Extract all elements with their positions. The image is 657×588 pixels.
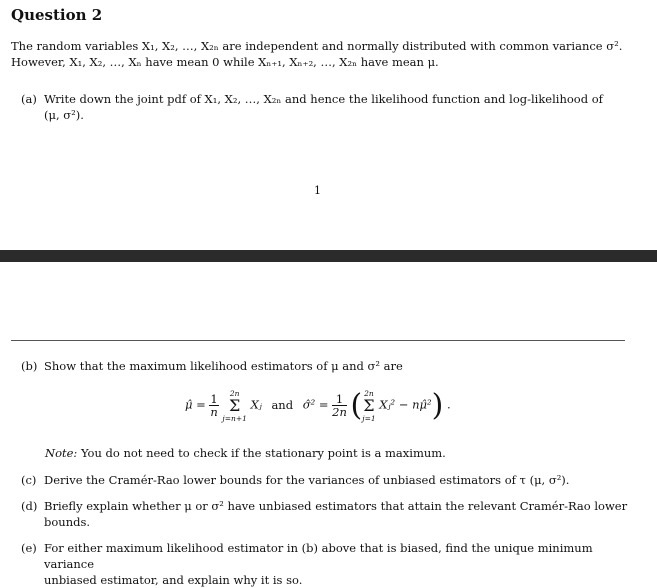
frac1-numerator: 1 bbox=[210, 392, 218, 406]
sum-j-1 bbox=[362, 389, 375, 423]
frac2-numerator: 1 bbox=[332, 393, 347, 406]
sum1-upper: 2n bbox=[229, 388, 240, 398]
sum2-lower: j=1 bbox=[362, 413, 376, 423]
frac1-denominator: n bbox=[210, 405, 218, 419]
part-e-line-1: For either maximum likelihood estimator in (b) above that is biased, find the unique minimum variance bbox=[44, 541, 593, 571]
part-d-line-1: Briefly explain whether μ or σ² have unbiased estimators that attain the relevant Cramér-Rao lower bbox=[44, 499, 628, 513]
part-a bbox=[21, 91, 631, 125]
sigma-icon: Σ bbox=[229, 395, 241, 415]
sum-j-n-plus-1 bbox=[222, 389, 247, 423]
fraction-one-over-n bbox=[209, 393, 218, 418]
sum2-upper: 2n bbox=[364, 388, 374, 398]
part-a-line-1: Write down the joint pdf of X₁, X₂, …, X₂ₙ and hence the likelihood function and log-likelihood of bbox=[44, 92, 603, 106]
part-e bbox=[21, 540, 631, 587]
question-intro bbox=[11, 38, 641, 70]
note-label: Note: bbox=[45, 446, 78, 460]
intro-line-2: However, X₁, X₂, …, Xₙ have mean 0 while Xₙ₊₁, Xₙ₊₂, …, X₂ₙ have mean μ. bbox=[11, 55, 439, 69]
question-title: Question 2 bbox=[11, 6, 103, 24]
part-c-label: (c) bbox=[21, 473, 37, 487]
part-c bbox=[21, 472, 631, 490]
part-d-line-2: bounds. bbox=[44, 515, 91, 529]
note-text: You do not need to check if the stationary point is a maximum. bbox=[80, 446, 446, 460]
left-paren-icon: ( bbox=[350, 388, 363, 423]
and-word: and bbox=[271, 397, 294, 412]
frac2-denominator: 2n bbox=[332, 405, 347, 419]
page-separator-bar bbox=[0, 250, 657, 262]
right-paren-icon: ) bbox=[431, 388, 444, 423]
part-a-label: (a) bbox=[21, 92, 37, 106]
sigma-icon: Σ bbox=[363, 395, 375, 415]
part-b bbox=[21, 358, 631, 376]
part-e-label: (e) bbox=[21, 541, 37, 555]
page-number: 1 bbox=[314, 184, 321, 197]
part-a-line-2: (μ, σ²). bbox=[44, 108, 84, 122]
horizontal-rule bbox=[11, 340, 625, 341]
equation-end: . bbox=[446, 397, 451, 412]
part-c-text: Derive the Cramér-Rao lower bounds for the variances of unbiased estimators of τ (μ, σ²). bbox=[44, 473, 570, 487]
sum2-term: Xⱼ² − nμ̂² bbox=[379, 397, 432, 412]
sum1-lower: j=n+1 bbox=[222, 413, 247, 423]
note bbox=[45, 446, 446, 460]
fraction-one-over-2n bbox=[332, 393, 347, 418]
part-e-line-2: unbiased estimator, and explain why it is so. bbox=[44, 573, 303, 587]
intro-line-1: The random variables X₁, X₂, …, X₂ₙ are independent and normally distributed with common variance σ². bbox=[11, 39, 623, 53]
sigma-hat-symbol: σ̂² = bbox=[302, 397, 329, 412]
sum1-term: Xⱼ bbox=[250, 397, 262, 412]
part-b-text: Show that the maximum likelihood estimators of μ and σ² are bbox=[44, 359, 403, 373]
part-d bbox=[21, 498, 631, 532]
part-d-label: (d) bbox=[21, 499, 38, 513]
part-b-label: (b) bbox=[21, 359, 38, 373]
mle-equation bbox=[185, 388, 451, 423]
mu-hat-symbol: μ̂ = bbox=[185, 397, 206, 412]
